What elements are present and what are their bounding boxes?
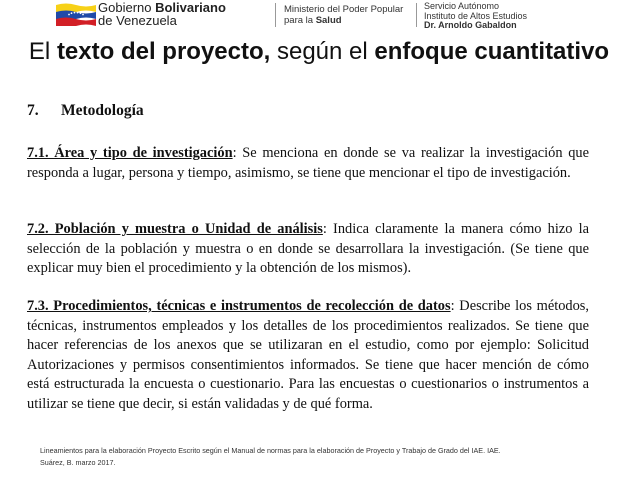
venezuela-flag-icon bbox=[56, 2, 96, 26]
section-number: 7. bbox=[27, 102, 39, 119]
title-part: El bbox=[28, 38, 57, 65]
gobierno-bold: Bolivariano bbox=[155, 0, 226, 15]
slide-title bbox=[0, 38, 638, 66]
item-text: Indica claramente la manera cómo hizo la selección de la población y muestra o en donde se desarrollara la investigación. (Se tiene que explicar muy bien el procedimiento y la obtención de los mismos). bbox=[27, 221, 589, 276]
ministerio-prefix: para la bbox=[284, 15, 316, 26]
header-divider bbox=[416, 3, 417, 27]
item-text: Describe los métodos, técnicas, instrumentos empleados y los detalles de los procedimientos realizados. Se tiene que hacer referencias de los anexos que se utilizaran en el estudio, como por ejemplo: Solicitud Autorizaciones y permisos consentimientos informados. Se tiene que hacer mención de cómo está estructurada la encuesta o cuestionario. Para las encuestas o cuestionarios o instrumentos a utilizar se tiene que decir, si están validadas y de qué forma. bbox=[27, 298, 590, 412]
gobierno-prefix: Gobierno bbox=[98, 0, 156, 15]
item-separator: : bbox=[322, 221, 327, 237]
item-heading: 7.3. Procedimientos, técnicas e instrumentos de recolección de datos bbox=[27, 298, 451, 314]
item-7-2-paragraph bbox=[27, 220, 589, 279]
item-separator: : bbox=[450, 298, 455, 314]
title-part: según el bbox=[270, 38, 375, 65]
item-separator: : bbox=[232, 145, 237, 161]
title-part-bold: enfoque cuantitativo bbox=[374, 38, 610, 65]
servicio-text bbox=[424, 2, 527, 31]
ministerio-bold: Salud bbox=[315, 15, 342, 26]
section-label: Metodología bbox=[61, 102, 144, 119]
institutional-header bbox=[0, 0, 638, 30]
gobierno-line2: de Venezuela bbox=[98, 13, 177, 28]
item-7-1-paragraph bbox=[27, 144, 589, 183]
ministerio-text bbox=[284, 4, 403, 26]
item-heading: 7.1. Área y tipo de investigación bbox=[27, 145, 233, 161]
section-heading bbox=[27, 102, 144, 120]
title-part-bold: texto del proyecto, bbox=[56, 38, 271, 65]
item-heading: 7.2. Población y muestra o Unidad de análisis bbox=[27, 221, 323, 237]
item-text: Se menciona en donde se va realizar la investigación que responda a lugar, persona y tiempo, asimismo, se tiene que mencionar el tipo de investigación. bbox=[27, 145, 590, 181]
ministerio-line1: Ministerio del Poder Popular bbox=[284, 4, 404, 15]
servicio-line2: Instituto de Altos Estudios bbox=[424, 10, 528, 21]
item-7-3-paragraph bbox=[27, 297, 589, 414]
servicio-line1: Servicio Autónomo bbox=[424, 1, 500, 11]
footer-line1: Lineamientos para la elaboración Proyecto Escrito según el Manual de normas para la elaboración de Proyecto y Trabajo de Grado del IAE. IAE. bbox=[40, 446, 501, 455]
servicio-line3: Dr. Arnoldo Gabaldon bbox=[424, 20, 517, 31]
gobierno-logo-text bbox=[98, 1, 226, 27]
footer-citation bbox=[40, 445, 501, 469]
header-divider bbox=[275, 3, 276, 27]
footer-line2: Suárez, B. marzo 2017. bbox=[40, 458, 116, 467]
